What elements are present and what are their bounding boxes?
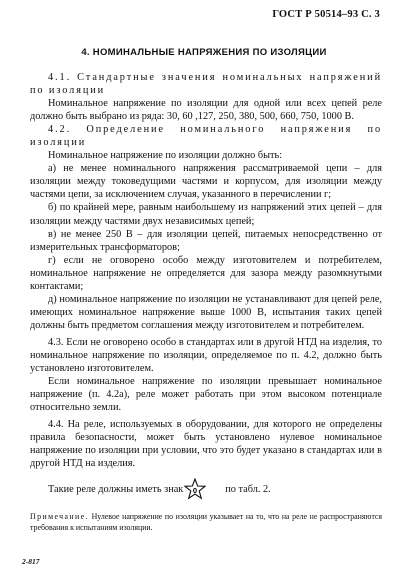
mark-sentence (30, 478, 382, 500)
clause-4-1-heading: 4.1. Стандартные значения номинальных напряжений по изоляции (30, 72, 382, 97)
star-mark-label: 0 (193, 486, 198, 496)
note-block (30, 511, 382, 533)
list-item-d: д) номинальное напряжение по изоляции не устанавливают для цепей реле, имеющих номинальное напряжение выше 1000 В, испытания таких цепей должны быть предметом соглашения между изготовителем и потребителем. (30, 293, 382, 331)
clause-4-4-text: 4.4. На реле, используемых в оборудовании, для которого не определены правила безопасности, может быть установлено нулевое номинальное напряжение по изоляции при условии, что это будет указано в стандартах или в другой НТД на изделия. (30, 419, 382, 470)
running-header: ГОСТ Р 50514–93 С. 3 (272, 9, 380, 20)
mark-sentence-end: по табл. 2. (225, 483, 271, 495)
list-item-v: в) не менее 250 В – для изоляции цепей, питаемых непосредственно от измерительных трансформаторов; (30, 228, 382, 253)
list-item-a: а) не менее номинального напряжения рассматриваемой цепи – для изоляции между токоведущими частями и корпусом, для изоляции между частями цепи, за исключением случая, указанного в перечислении г; (30, 163, 382, 201)
clause-4-1-text: Номинальное напряжение по изоляции для одной или всех цепей реле должно быть выбрано из ряда: 30, 60 ,127, 250, 380, 500, 660, 750, 1000 В. (30, 98, 382, 123)
clause-4-2-heading: 4.2. Определение номинального напряжения по изоляции (30, 124, 382, 149)
clause-4-2-text: Номинальное напряжение по изоляции должно быть: (48, 150, 283, 162)
clause-4-3-continuation: Если номинальное напряжение по изоляции превышает номинальное напряжение (п. 4.2а), реле может работать при этом высоком потенциале относительно земли. (30, 376, 382, 414)
body-text (30, 71, 382, 500)
star-mark-icon (184, 478, 206, 500)
note-label: Примечание. (30, 512, 89, 521)
footer-mark: 2-817 (22, 557, 40, 566)
list-item-b: б) по крайней мере, равным наибольшему из напряжений этих цепей – для изоляции между частями двух независимых цепей; (30, 202, 382, 227)
section-title: 4. НОМИНАЛЬНЫЕ НАПРЯЖЕНИЯ ПО ИЗОЛЯЦИИ (81, 47, 327, 58)
note-text: Нулевое напряжение по изоляции указывает на то, что на реле не распространяются требования к испытаниям изоляции. (30, 512, 382, 532)
mark-sentence-start: Такие реле должны иметь знак (48, 483, 184, 495)
list-item-g: г) если не оговорено особо между изготовителем и потребителем, номинальное напряжение не определяется для зазора между разомкнутыми контактами; (30, 254, 382, 292)
clause-4-3-text: 4.3. Если не оговорено особо в стандартах или в другой НТД на изделия, то номинальное напряжение по изоляции, определяемое по п. 4.2, должно быть установлено изготовителем. (30, 336, 382, 375)
